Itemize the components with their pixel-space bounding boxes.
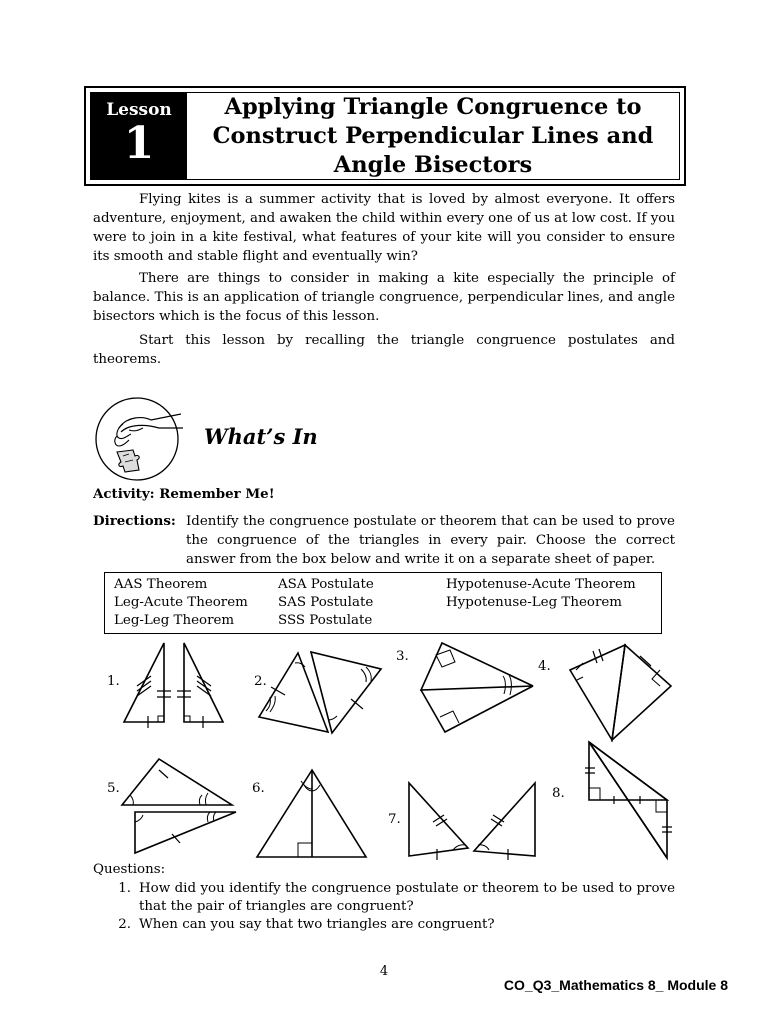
figure-4-triangles (570, 645, 671, 740)
directions-label: Directions: (93, 513, 176, 529)
question-item (93, 916, 675, 934)
question-text: When can you say that two triangles are congruent? (139, 917, 495, 932)
figure-label-5: 5. (107, 781, 120, 796)
figure-5-triangles (122, 759, 236, 853)
intro-paragraph-2: There are things to consider in making a kite especially the principle of balance. This is an application of triangle congruence, perpendicular lines, and angle bisectors which is the focus of this lesson. (93, 271, 675, 324)
intro-paragraph-3: Start this lesson by recalling the triangle congruence postulates and theorems. (93, 333, 675, 367)
figure-8-triangles (585, 742, 672, 858)
figure-label-2: 2. (254, 674, 267, 689)
lesson-label: Lesson (106, 100, 172, 120)
answer-choices-box (104, 572, 662, 634)
intro-paragraph-1: Flying kites is a summer activity that is loved by almost everyone. It offers adventure, enjoyment, and awaken the child within every one of us at low cost. If you were to join in a kite festival, what features of your kite will you consider to ensure its smooth and stable flight and eventually win? (93, 192, 675, 264)
choice-item: ASA Postulate (278, 577, 374, 592)
choice-item: Leg-Leg Theorem (114, 613, 235, 628)
lesson-header-inner (90, 92, 680, 180)
directions (93, 512, 675, 569)
choices-column-2 (278, 576, 374, 630)
choice-item: Hypotenuse-Acute Theorem (446, 577, 636, 592)
questions-list (93, 880, 675, 934)
figure-1-triangles (124, 643, 223, 728)
question-text: How did you identify the congruence postulate or theorem to be used to prove that the pair of triangles are congruent? (139, 881, 675, 914)
figure-2-triangles (259, 652, 381, 733)
questions-title: Questions: (93, 862, 166, 877)
question-item (93, 880, 675, 916)
choice-item: AAS Theorem (114, 577, 208, 592)
question-number: 2. (118, 917, 131, 932)
choice-item: Hypotenuse-Leg Theorem (446, 595, 622, 610)
figure-7-triangles (409, 783, 535, 860)
figure-6-triangles (257, 770, 366, 857)
choice-item: Leg-Acute Theorem (114, 595, 248, 610)
figure-label-4: 4. (538, 659, 551, 674)
section-title: What’s In (204, 424, 318, 449)
choice-item: SAS Postulate (278, 595, 374, 610)
lesson-header (84, 86, 686, 186)
lesson-number: 1 (123, 118, 155, 169)
figure-label-1: 1. (107, 674, 120, 689)
lesson-title: Applying Triangle Congruence to Construct Perpendicular Lines and Angle Bisectors (212, 93, 654, 178)
module-code: CO_Q3_Mathematics 8_ Module 8 (503, 977, 728, 993)
page-number: 4 (379, 964, 389, 979)
directions-text: Identify the congruence postulate or theorem that can be used to prove the congruence of the triangles in every pair. Choose the correct answer from the box below and write it on a separate sheet of paper. (186, 514, 675, 567)
activity-title: Activity: Remember Me! (93, 486, 275, 502)
lesson-tab (91, 93, 187, 179)
question-number: 1. (118, 881, 131, 896)
figure-label-8: 8. (552, 786, 565, 801)
choice-item: SSS Postulate (278, 613, 373, 628)
figure-label-6: 6. (252, 781, 265, 796)
choices-column-1 (114, 576, 248, 630)
choices-column-3 (446, 576, 636, 612)
hand-puzzle-icon (93, 394, 187, 484)
figure-3-triangles (421, 643, 533, 732)
figure-label-3: 3. (396, 649, 409, 664)
figure-label-7: 7. (388, 812, 401, 827)
